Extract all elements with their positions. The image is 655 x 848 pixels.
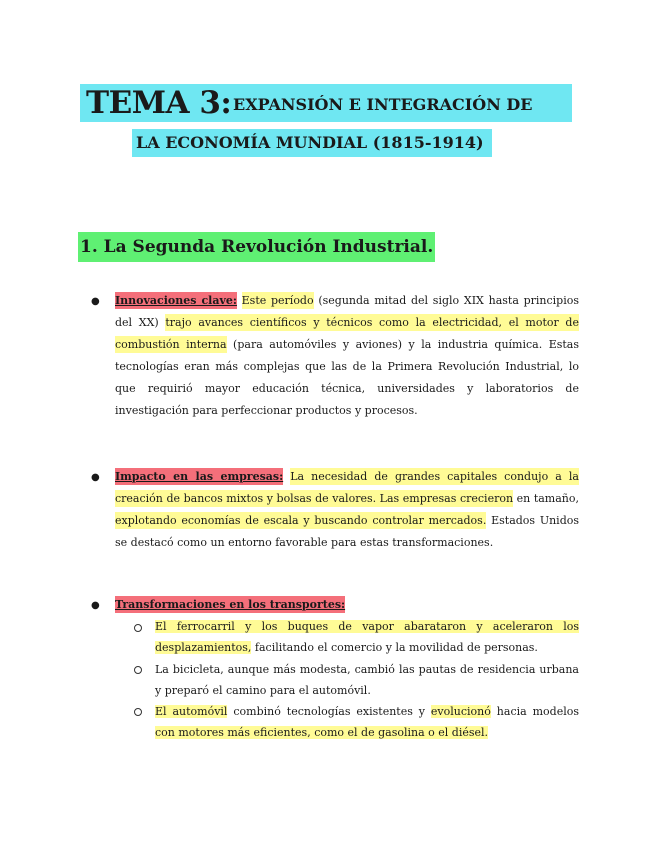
bullet-key-label: Innovaciones clave: bbox=[115, 294, 237, 307]
highlighted-text: evolucionó bbox=[430, 705, 491, 718]
bullet-paragraph-empresas bbox=[115, 466, 579, 554]
sub-bullet-2 bbox=[134, 666, 142, 674]
title-line-2: LA ECONOMÍA MUNDIAL (1815-1914) bbox=[132, 129, 492, 157]
sub-bullet-1 bbox=[134, 624, 142, 632]
bullet-key-label: Transformaciones en los transportes: bbox=[115, 598, 346, 611]
bullet-dot-3: ● bbox=[91, 600, 100, 611]
highlighted-text: explotando economías de escala y buscando controlar mercados. bbox=[115, 514, 487, 527]
section-heading: 1. La Segunda Revolución Industrial. bbox=[78, 232, 435, 262]
highlighted-text: El ferrocarril y los buques de vapor abarataron y aceleraron los desplazamientos, bbox=[155, 620, 579, 654]
body-text: en tamaño, bbox=[513, 492, 580, 505]
bullet-key-label: Impacto en las empresas: bbox=[115, 470, 284, 483]
highlighted-text: trajo avances científicos y técnicos como la electricidad, el motor de combustión interna bbox=[115, 316, 579, 351]
body-text: Estados Unidos se destacó como un entorno favorable para estas transformaciones. bbox=[115, 514, 580, 549]
sub-item-automovil bbox=[155, 701, 579, 743]
sub-item-bicicleta bbox=[155, 659, 579, 701]
title-banner bbox=[80, 84, 572, 122]
body-text: La bicicleta, aunque más modesta, cambió las pautas de residencia urbana y preparó el camino para el automóvil. bbox=[155, 663, 579, 697]
sub-bullet-3 bbox=[134, 708, 142, 716]
body-text: (para automóviles y aviones) y la industria química. Estas tecnologías eran más complejas que las de la Primera Revolución Industrial, lo que requirió mayor educación técnica, universidades y laboratorios de investigación para perfeccionar productos y procesos. bbox=[115, 338, 579, 417]
highlighted-text: Este período bbox=[241, 294, 314, 307]
bullet-paragraph-transportes bbox=[115, 594, 579, 616]
body-text: combinó tecnologías existentes y bbox=[227, 705, 431, 718]
bullet-dot-1: ● bbox=[91, 296, 100, 307]
body-text: hacia modelos bbox=[490, 705, 579, 718]
bullet-paragraph-innovaciones bbox=[115, 290, 579, 422]
title-tema: TEMA 3: bbox=[86, 85, 232, 121]
body-text bbox=[237, 292, 242, 309]
highlighted-text: La necesidad de grandes capitales condujo a la creación de bancos mixtos y bolsas de valores. Las empresas crecieron bbox=[115, 470, 579, 505]
title-line-1: EXPANSIÓN E INTEGRACIÓN DE bbox=[233, 95, 533, 114]
body-text: facilitando el comercio y la movilidad de personas. bbox=[251, 641, 538, 654]
sub-item-ferrocarril bbox=[155, 616, 579, 658]
highlighted-text: con motores más eficientes, como el de gasolina o el diésel. bbox=[155, 726, 489, 739]
bullet-dot-2: ● bbox=[91, 472, 100, 483]
highlighted-text: El automóvil bbox=[155, 705, 228, 718]
body-text: (segunda mitad del siglo XIX hasta principios del XX) bbox=[115, 294, 580, 329]
